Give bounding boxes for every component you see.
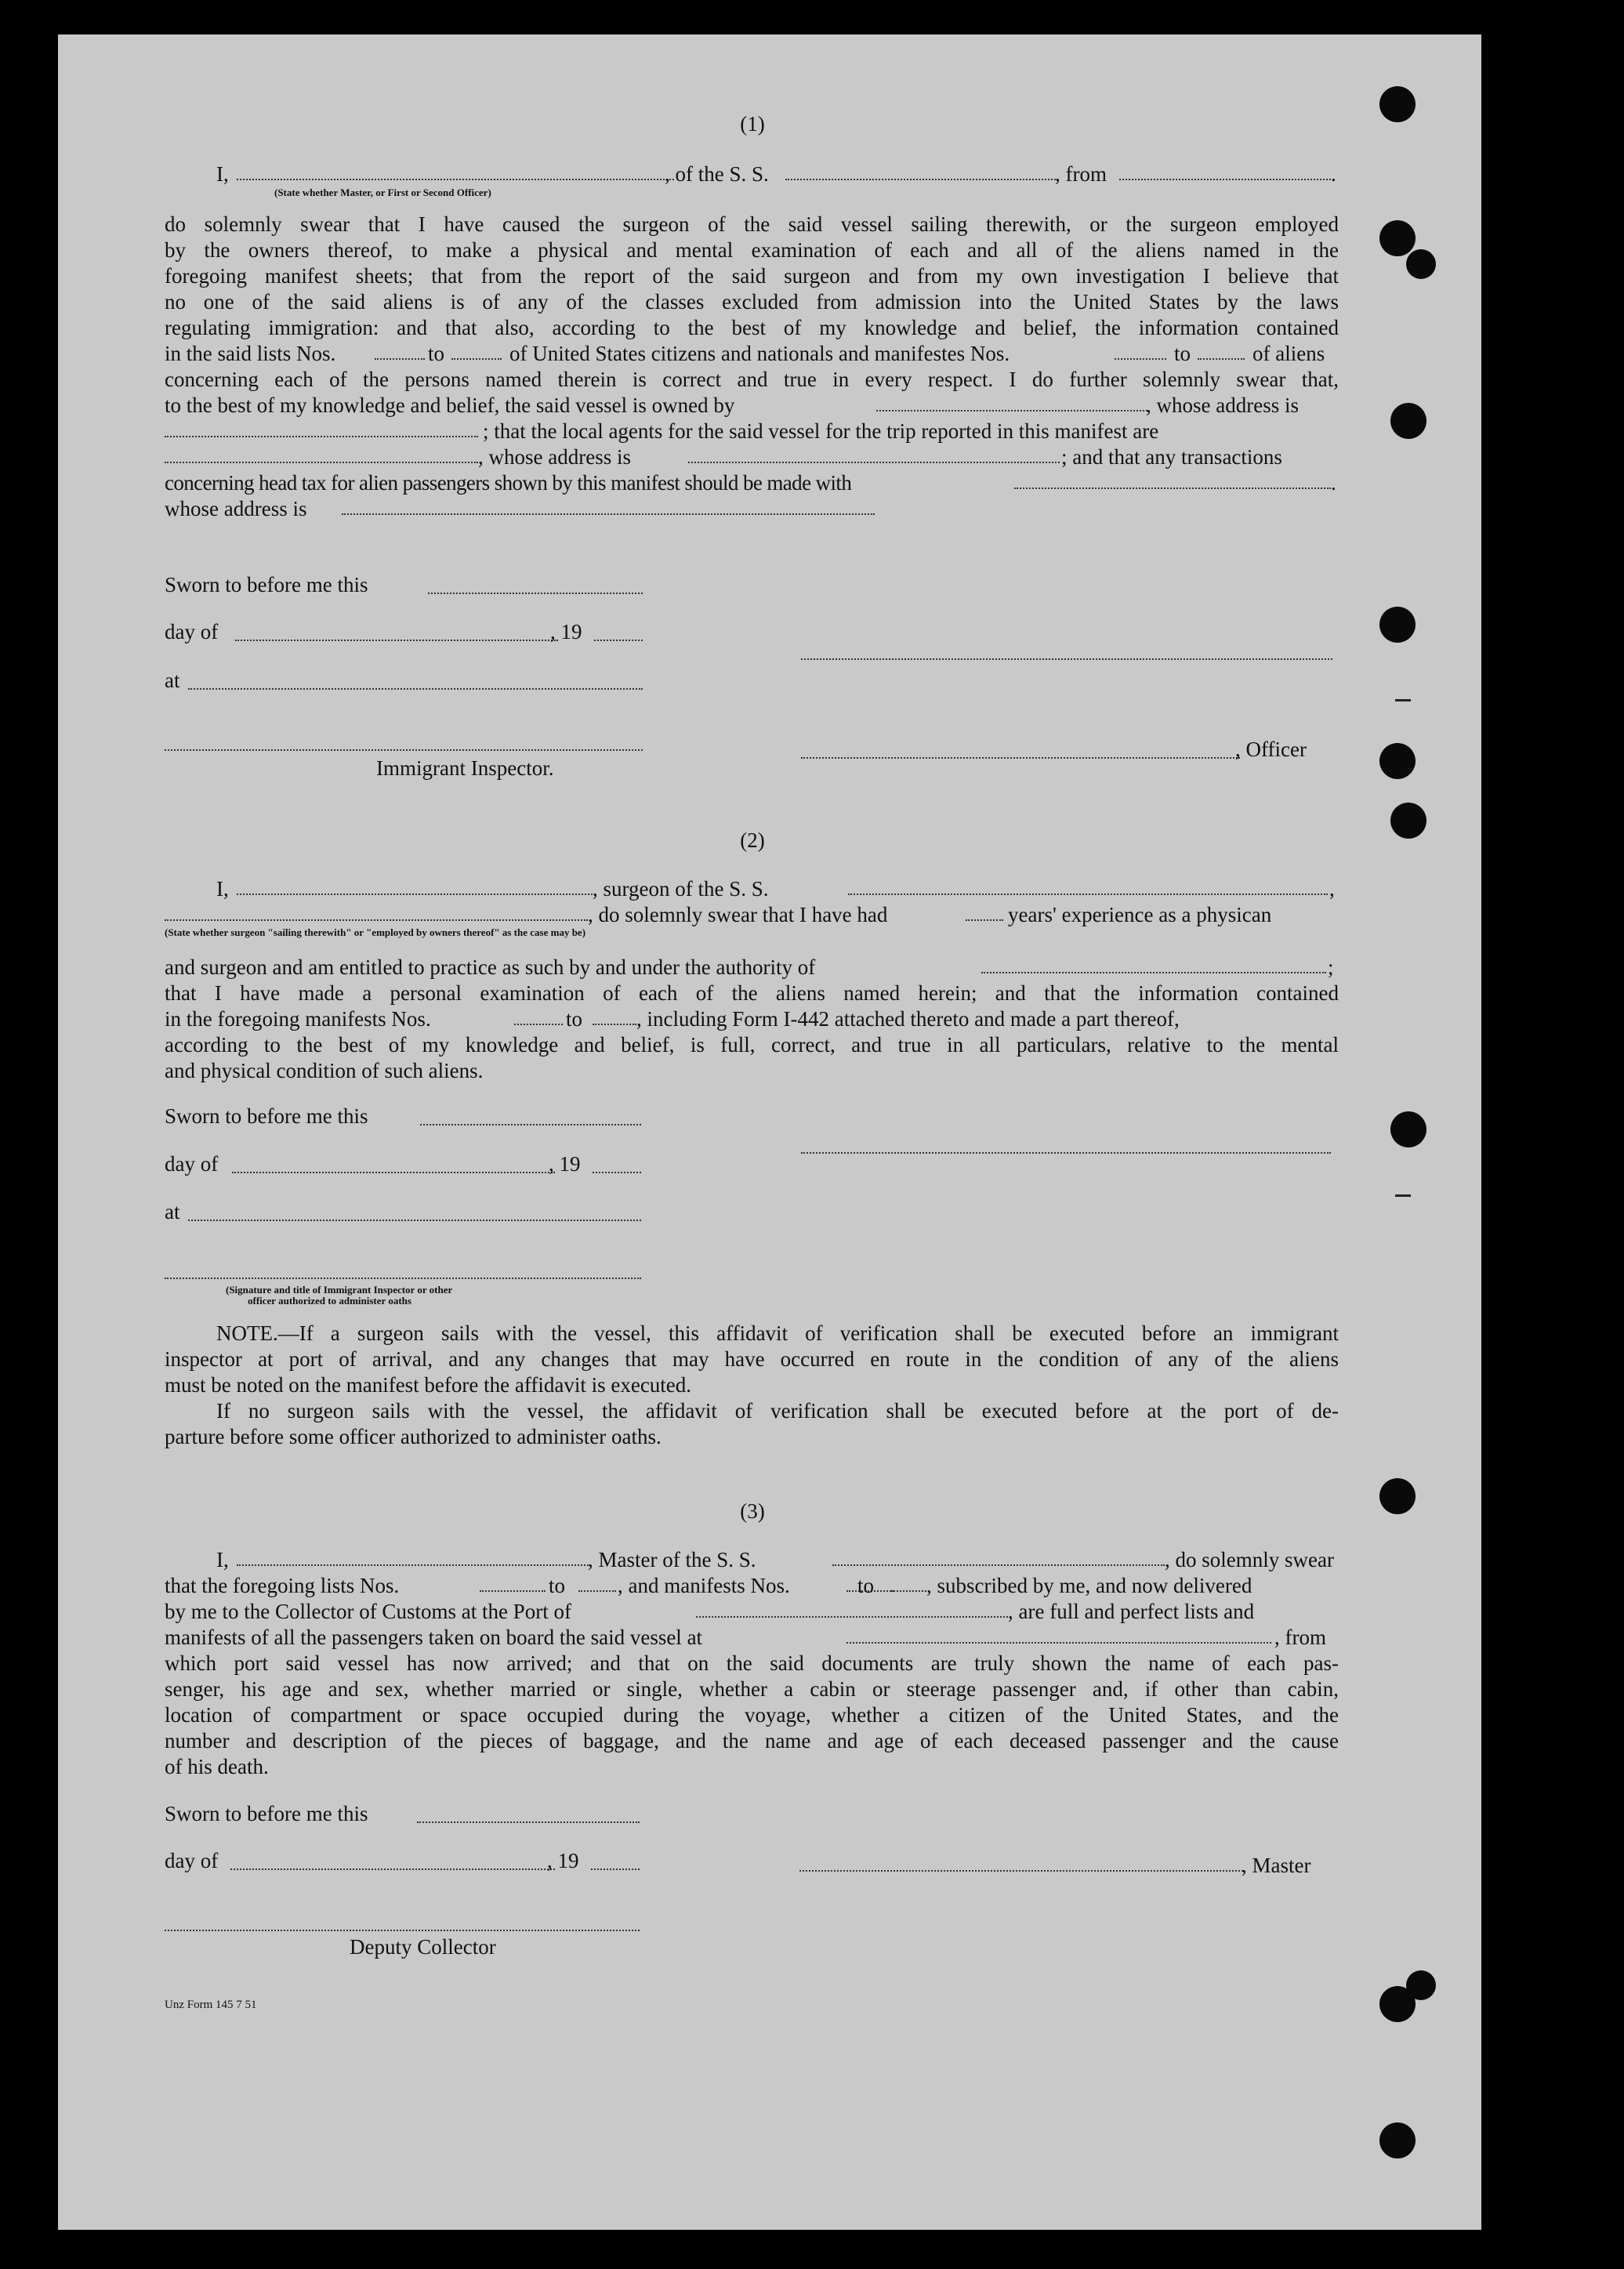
officer-label: , Officer [1235,738,1307,761]
list-from-field[interactable] [480,1590,546,1592]
alien-manifest-from-field[interactable] [1115,358,1166,360]
from-label: , from [1274,1626,1326,1649]
signature-caption: officer authorized to administer oaths [248,1295,411,1307]
punch-hole [1379,607,1416,643]
margin-mark [1395,1194,1411,1197]
signature-field[interactable] [801,658,1332,660]
punch-hole [1379,86,1416,122]
master-name-field[interactable] [237,1564,591,1566]
surgeon-vessel-field[interactable] [848,893,1328,895]
form-page [58,34,1481,2230]
to-label: to [566,1007,583,1031]
section1-line: concerning each of the persons named therein is correct and true in every respect. I do further solemnly swear that, [165,368,1339,391]
sworn-day-field[interactable] [428,593,643,594]
section3-line: of his death. [165,1755,269,1778]
delivered-label: , subscribed by me, and now delivered [926,1574,1252,1597]
inspector-label: Immigrant Inspector. [376,756,554,780]
section1-line: foregoing manifest sheets; that from the report of the said surgeon and from my own investigation I believe that [165,264,1339,288]
head-tax-address-field[interactable] [342,513,875,515]
owner-address-field[interactable] [165,436,478,437]
sworn-label: Sworn to before me this [165,1104,368,1128]
section1-line: by the owners thereof, to make a physical and mental examination of each and all of the aliens named in the [165,238,1339,262]
list-to-field[interactable] [578,1590,616,1592]
experience-label: , do solemnly swear that I have had [588,903,888,926]
citizen-list-from-field[interactable] [375,358,425,360]
section2-line: according to the best of my knowledge and belief, is full, correct, and true in all particulars, relative to the mental [165,1033,1339,1057]
section1-from: , from [1055,162,1107,186]
officer-signature-field[interactable] [165,1278,641,1279]
section2-semicolon: ; [1328,955,1334,979]
punch-hole [1390,403,1426,439]
surgeon-caption: (State whether surgeon "sailing therewith" or "employed by owners thereof" as the case may be) [165,926,586,938]
signature-caption: (Signature and title of Immigrant Inspector or other [226,1284,453,1296]
section1-period: . [1331,162,1336,186]
form-number: Unz Form 145 7 51 [165,1999,257,2011]
section-number-2: (2) [740,828,765,852]
manifest-to-field[interactable] [593,1024,636,1025]
sworn-label: Sworn to before me this [165,1802,368,1825]
punch-hole [1406,249,1436,279]
of-aliens-label: of aliens [1252,342,1325,365]
sworn-year-field[interactable] [591,1868,640,1870]
departure-port-field[interactable] [1119,179,1331,180]
authority-label: and surgeon and am entitled to practice as such by and under the authority of [165,955,816,979]
boarding-port-field[interactable] [846,1642,1271,1644]
officer-caption: (State whether Master, or First or Second Officer) [274,187,491,198]
section1-ofss: , of the S. S. [665,162,769,186]
to-label: to [1174,342,1191,365]
swear-label: , do solemnly swear [1165,1548,1334,1571]
taken-on-board-label: manifests of all the passengers taken on board the said vessel at [165,1626,703,1649]
surgeon-status-field[interactable] [165,919,588,921]
sworn-day-field[interactable] [420,1124,641,1125]
sworn-day-field[interactable] [417,1821,640,1823]
at-label: at [165,669,180,692]
vessel-owner-field[interactable] [876,410,1147,411]
whose-address-label: , whose address is [478,445,631,469]
section2-i: I, [216,877,229,901]
punch-hole [1390,803,1426,839]
section1-line: regulating immigration: and that also, according to the best of my knowledge and belief, the information contained [165,316,1339,339]
at-label: at [165,1200,180,1223]
sworn-place-field[interactable] [188,1220,641,1221]
section1-line: do solemnly swear that I have caused the surgeon of the said vessel sailing therewith, or the surgeon employed [165,212,1339,236]
agents-address-field[interactable] [688,462,1060,463]
day-of-label: day of [165,1152,219,1176]
section1-manifests-label: of United States citizens and nationals and manifestes Nos. [509,342,1010,365]
inspector-signature-field[interactable] [165,749,643,751]
customs-port-field[interactable] [696,1616,1008,1618]
note-line: NOTE.—If a surgeon sails with the vessel, this affidavit of verification shall be executed before an immigrant [216,1321,1339,1345]
surgeon-label: , surgeon of the S. S. [593,877,769,901]
to-label: to [428,342,445,365]
surgeon-name-field[interactable] [237,893,596,895]
full-lists-label: , are full and perfect lists and [1008,1600,1255,1623]
head-tax-label: concerning head tax for alien passengers shown by this manifest should be made with [165,471,852,495]
to-label: to [549,1574,566,1597]
officer-name-field[interactable] [237,179,674,180]
form-i442-label: , including Form I-442 attached thereto and made a part thereof, [636,1007,1180,1031]
sworn-year-field[interactable] [594,640,643,641]
section-number-3: (3) [740,1499,765,1523]
section3-line: which port said vessel has now arrived; and that on the said documents are truly shown the name of each pas- [165,1651,1339,1675]
lists-label: that the foregoing lists Nos. [165,1574,400,1597]
note-line: must be noted on the manifest before the affidavit is executed. [165,1373,692,1397]
punch-hole [1379,2122,1416,2158]
punch-hole [1379,743,1416,779]
authority-field[interactable] [981,972,1326,973]
punch-hole [1379,220,1416,256]
head-tax-party-field[interactable] [1014,488,1331,489]
sworn-month-field[interactable] [230,1868,555,1870]
master-signature-label: , Master [1242,1854,1311,1877]
sworn-month-field[interactable] [232,1172,555,1173]
section2-line: that I have made a personal examination of each of the aliens named herein; and that the information contained [165,981,1339,1005]
deputy-collector-label: Deputy Collector [350,1935,496,1959]
citizen-list-to-field[interactable] [451,358,502,360]
section1-i: I, [216,162,229,186]
margin-mark [1395,699,1411,701]
sworn-month-field[interactable] [235,640,558,641]
section3-line: location of compartment or space occupied during the voyage, whether a citizen of the United States, and the [165,1703,1339,1727]
to-label: to [857,1574,875,1597]
note-line: If no surgeon sails with the vessel, the affidavit of verification shall be executed before at the port of de- [216,1399,1339,1423]
punch-hole [1406,1970,1436,2000]
note-line: inspector at port of arrival, and any changes that may have occurred en route in the condition of any of the aliens [165,1347,1339,1371]
alien-manifest-to-field[interactable] [1198,358,1245,360]
manifests-label: , and manifests Nos. [618,1574,790,1597]
years-experience-field[interactable] [966,919,1003,921]
section3-i: I, [216,1548,229,1571]
whose-address-label: , whose address is [1146,393,1299,417]
day-of-label: day of [165,1849,219,1872]
local-agents-field[interactable] [165,462,478,463]
punch-hole [1390,1111,1426,1147]
transactions-label: ; and that any transactions [1061,445,1282,469]
manifests-label: in the foregoing manifests Nos. [165,1007,431,1031]
punch-hole [1379,1478,1416,1514]
year-label: , 19 [547,1849,579,1872]
surgeon-signature-field[interactable] [801,1152,1331,1154]
sworn-label: Sworn to before me this [165,573,368,596]
year-label: , 19 [550,620,582,643]
officer-signature-field[interactable] [801,757,1240,759]
master-label: , Master of the S. S. [588,1548,756,1571]
owned-by-label: to the best of my knowledge and belief, the said vessel is owned by [165,393,735,417]
sworn-place-field[interactable] [188,688,643,690]
section3-line: senger, his age and sex, whether married or single, whether a cabin or steerage passenger and, if other than cabin, [165,1677,1339,1701]
vessel-name-field[interactable] [785,179,1058,180]
section-number-1: (1) [740,112,765,136]
section2-line: and physical condition of such aliens. [165,1059,484,1082]
section1-period: . [1331,471,1336,495]
years-label: years' experience as a physican [1008,903,1272,926]
master-signature-field[interactable] [799,1870,1243,1872]
note-line: parture before some officer authorized to administer oaths. [165,1425,662,1448]
sworn-year-field[interactable] [593,1172,641,1173]
year-label: , 19 [549,1152,581,1176]
section3-line: number and description of the pieces of baggage, and the name and age of each deceased passenger and the cause [165,1729,1339,1752]
section1-line: no one of the said aliens is of any of the classes excluded from admission into the United States by the laws [165,290,1339,314]
manifest-from-field[interactable] [514,1024,563,1025]
section1-lists-label: in the said lists Nos. [165,342,336,365]
master-vessel-field[interactable] [832,1564,1165,1566]
port-label: by me to the Collector of Customs at the Port of [165,1600,571,1623]
section2-comma: , [1329,877,1335,901]
manifest-to-field[interactable] [890,1590,926,1592]
whose-address-label: whose address is [165,497,307,520]
collector-signature-field[interactable] [165,1930,640,1931]
day-of-label: day of [165,620,219,643]
local-agents-label: ; that the local agents for the said vessel for the trip reported in this manifest are [483,419,1159,443]
